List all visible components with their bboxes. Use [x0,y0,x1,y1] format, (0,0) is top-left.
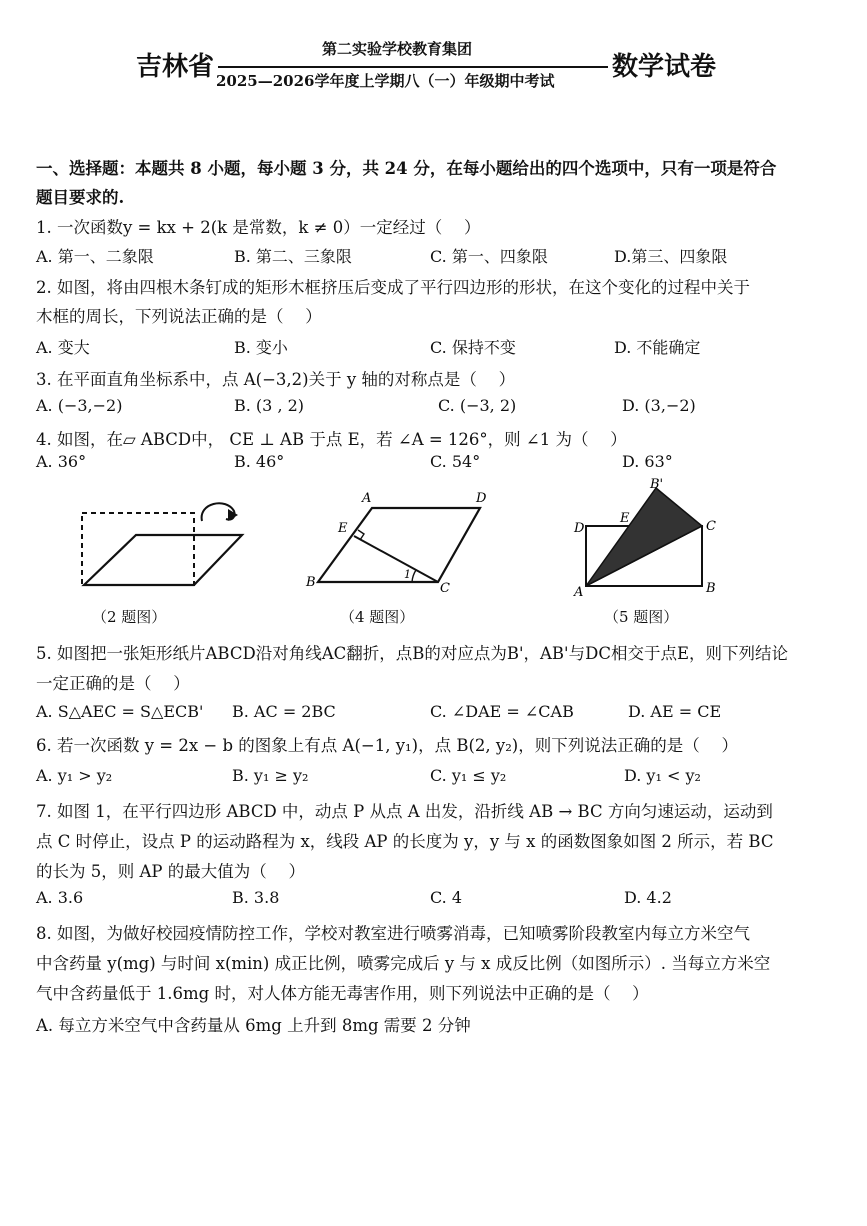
q5-option-a: A. S△AEC = S△ECB' [36,702,204,721]
q2-stem-line-2: 木框的周长，下列说法正确的是（ ） [36,307,322,326]
fig4-label-c: C [440,581,450,596]
q7-option-d: D. 4.2 [624,888,672,907]
q2-option-c: C. 保持不变 [430,338,516,357]
fig4-parallelogram [318,508,480,582]
q4-option-c: C. 54° [430,452,481,471]
q2-option-a: A. 变大 [36,338,90,357]
q3-stem: 3. 在平面直角坐标系中，点 A(−3,2)关于 y 轴的对称点是（ ） [36,370,516,389]
q1-option-b: B. 第二、三象限 [234,247,352,266]
fig5-label-b-prime: B' [650,477,664,492]
q6-option-a: A. y₁ > y₂ [36,766,113,785]
q4-option-a: A. 36° [36,452,87,471]
q7-stem-line-2: 点 C 时停止，设点 P 的运动路程为 x，线段 AP 的长度为 y，y 与 x 的函数图象如图 2 所示，若 BC [36,832,774,851]
q7-option-b: B. 3.8 [232,888,280,907]
q6-option-c: C. y₁ ≤ y₂ [430,766,507,785]
header-underline [218,66,608,68]
q5-stem-line-2: 一定正确的是（ ） [36,674,190,693]
q8-stem-line-2: 中含药量 y(mg) 与时间 x(min) 成正比例，喷雾完成后 y 与 x 成反比例（如图所示）. 当每立方米空 [36,954,771,973]
q1-option-d: D.第三、四象限 [614,247,728,266]
q3-option-b: B. (3 , 2) [234,396,305,415]
q3-option-c: C. (−3, 2) [438,396,517,415]
q7-stem-line-3: 的长为 5，则 AP 的最大值为（ ） [36,862,305,881]
figure-q4 [300,488,500,600]
q7-stem-line-1: 7. 如图 1，在平行四边形 ABCD 中，动点 P 从点 A 出发，沿折线 AB → BC 方向匀速运动，运动到 [36,802,773,821]
q2-option-b: B. 变小 [234,338,288,357]
section-title-line-1: 一、选择题：本题共 8 小题，每小题 3 分，共 24 分，在每小题给出的四个选项中，只有一项是符合 [36,159,777,178]
q3-option-a: A. (−3,−2) [36,396,123,415]
q2-option-d: D. 不能确定 [614,338,701,357]
fig5-label-a: A [574,585,584,600]
q6-stem: 6. 若一次函数 y = 2x − b 的图象上有点 A(−1, y₁)，点 B(2, y₂)，则下列说法正确的是（ ） [36,736,738,755]
fig4-segment-ce [354,536,438,582]
q5-option-c: C. ∠DAE = ∠CAB [430,702,574,721]
q5-stem-line-1: 5. 如图把一张矩形纸片ABCD沿对角线AC翻折，点B的对应点为B'，AB'与DC相交于点E，则下列结论 [36,644,788,663]
fig4-angle-1-arc [412,570,416,582]
fig4-label-e: E [338,521,348,536]
figure-q5 [568,476,728,601]
section-title-line-2: 题目要求的. [36,188,125,207]
q6-option-d: D. y₁ < y₂ [624,766,701,785]
exam-term: 2025—2026学年度上学期八（一）年级期中考试 [216,72,555,90]
fig4-label-1: 1 [404,568,411,581]
fig2-parallelogram [84,535,242,585]
subject-title: 数学试卷 [612,52,717,82]
q4-stem: 4. 如图，在▱ ABCD中， CE ⊥ AB 于点 E，若 ∠A = 126°，则 ∠1 为（ ） [36,430,627,449]
q1-stem: 1. 一次函数y = kx + 2(k 是常数，k ≠ 0）一定经过（ ） [36,218,481,237]
q4-option-d: D. 63° [622,452,673,471]
figure-q2 [70,495,260,595]
fig5-label-b: B [706,581,716,596]
q1-option-c: C. 第一、四象限 [430,247,548,266]
fig5-label-d: D [574,521,585,536]
fig5-label-e: E [620,511,630,526]
fig4-label-b: B [306,575,316,590]
school-name: 第二实验学校教育集团 [322,40,473,58]
fig4-caption: （4 题图） [340,608,415,626]
province-label: 吉林省 [136,52,215,82]
q5-option-b: B. AC = 2BC [232,702,336,721]
fig2-original-rectangle [82,513,194,585]
fig5-caption: （5 题图） [604,608,679,626]
fig4-label-d: D [476,491,487,506]
q1-option-a: A. 第一、二象限 [36,247,154,266]
q3-option-d: D. (3,−2) [622,396,696,415]
q7-option-c: C. 4 [430,888,463,907]
q2-stem-line-1: 2. 如图，将由四根木条钉成的矩形木框挤压后变成了平行四边形的形状，在这个变化的过程中关于 [36,278,750,297]
fig4-label-a: A [362,491,372,506]
q5-option-d: D. AE = CE [628,702,722,721]
q8-stem-line-1: 8. 如图，为做好校园疫情防控工作，学校对教室进行喷雾消毒，已知喷雾阶段教室内每立方米空气 [36,924,750,943]
q8-stem-line-3: 气中含药量低于 1.6mg 时，对人体方能无毒害作用，则下列说法中正确的是（ ） [36,984,649,1003]
fig5-folded-triangle [586,488,702,586]
q8-option-a: A. 每立方米空气中含药量从 6mg 上升到 8mg 需要 2 分钟 [36,1016,471,1035]
q6-option-b: B. y₁ ≥ y₂ [232,766,309,785]
q7-option-a: A. 3.6 [36,888,84,907]
fig5-label-c: C [706,519,716,534]
fig2-caption: （2 题图） [92,608,167,626]
q4-option-b: B. 46° [234,452,285,471]
